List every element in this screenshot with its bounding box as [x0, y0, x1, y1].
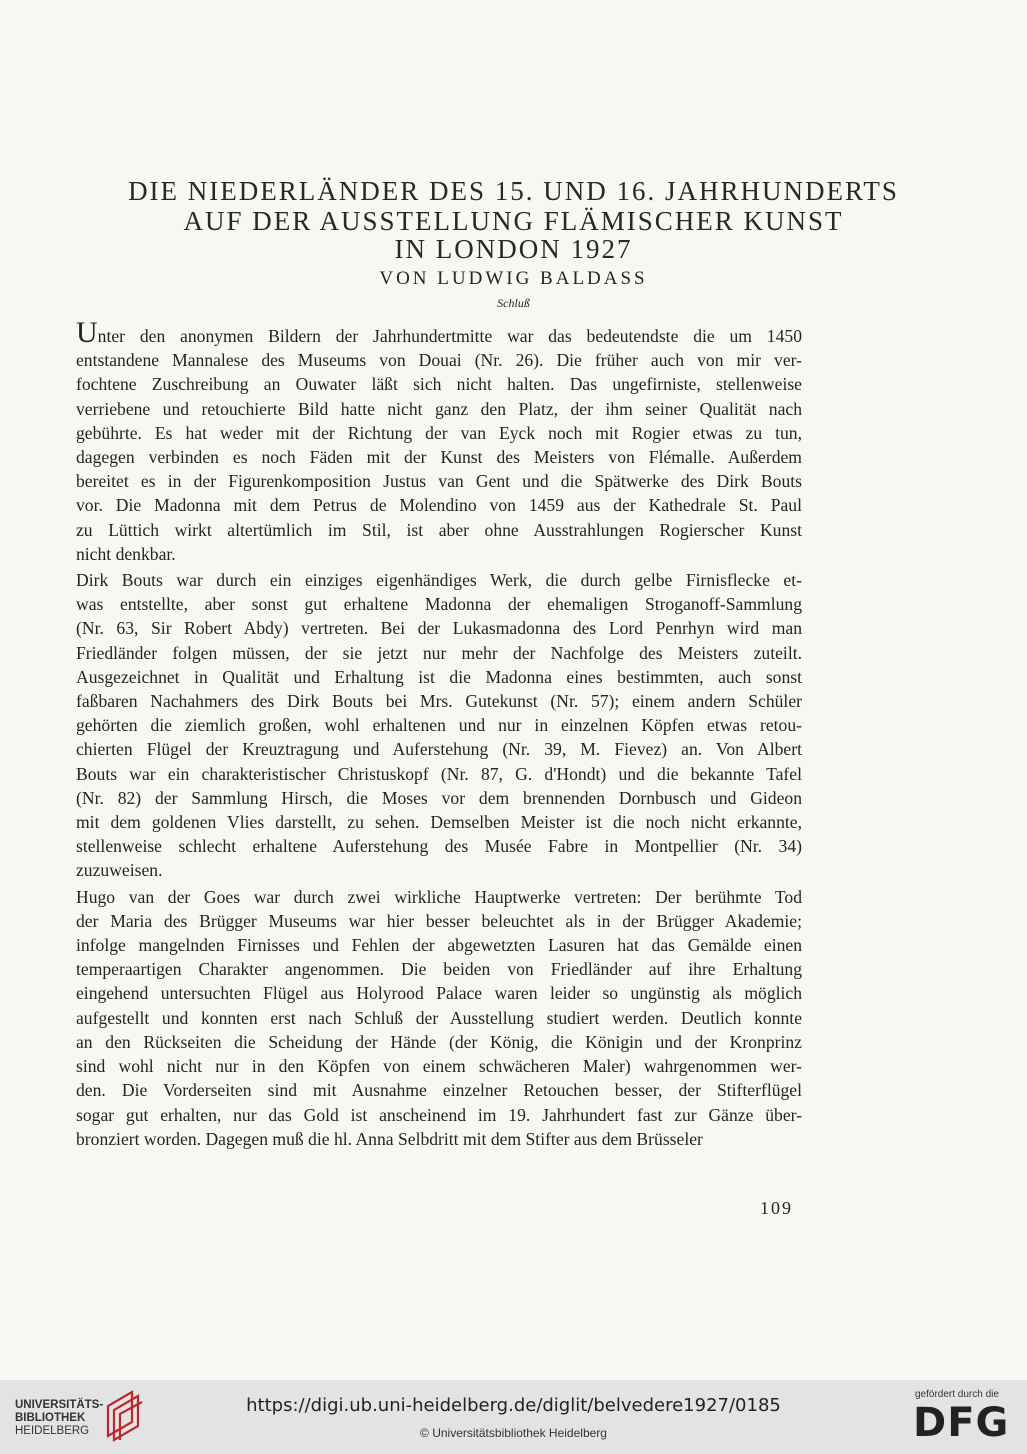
text-line-content: was entstellte, aber sonst gut erhaltene Madonna der ehemaligen Stroganoff-Sammlung: [76, 594, 802, 615]
text-line: [76, 1006, 802, 1030]
text-line: [76, 858, 802, 882]
text-line-content: stellenweise schlecht erhaltene Auferstehung des Musée Fabre in Montpellier (Nr. 34): [76, 836, 802, 857]
dfg-logo: DFG: [913, 1400, 1010, 1446]
text-line-content: Hugo van der Goes war durch zwei wirkliche Hauptwerke vertreten: Der berühmte Tod: [76, 886, 802, 907]
text-line-content: infolge mangelnden Firnisses und Fehlen der abgewetzten Lasuren hat das Gemälde einen: [76, 935, 802, 956]
text-line-content: temperaartigen Charakter angenommen. Die beiden von Friedländer auf ihre Erhaltung: [76, 959, 802, 980]
paragraph: [76, 885, 802, 1151]
text-line-content: bereitet es in der Figurenkomposition Justus van Gent und die Spätwerke des Dirk Bouts: [76, 471, 802, 492]
text-line-content: Ausgezeichnet in Qualität und Erhaltung ist die Madonna eines bestimmten, auch sonst: [76, 666, 802, 687]
text-line: [76, 1054, 802, 1078]
text-line-content: Bouts war ein charakteristischer Christuskopf (Nr. 87, G. d'Hondt) und die bekannte Tafel: [76, 763, 802, 784]
text-line: [76, 909, 802, 933]
article-note: Schluß: [497, 296, 530, 310]
text-line-content: der Maria des Brügger Museums war hier besser beleuchtet als in der Brügger Akademie;: [76, 910, 802, 931]
text-line: [76, 786, 802, 810]
text-line: [76, 616, 802, 640]
article-title-line-3: IN LONDON 1927: [394, 234, 633, 264]
article-title-line-2: AUF DER AUSSTELLUNG FLÄMISCHER KUNST: [183, 206, 844, 236]
text-line-content: zuzuweisen.: [76, 860, 163, 881]
article-body: [76, 316, 802, 1153]
text-line: [76, 469, 802, 493]
text-line-content: fochtene Zuschreibung an Ouwater läßt sich nicht halten. Das ungefirniste, stellenweise: [76, 374, 802, 395]
text-line: [76, 981, 802, 1005]
text-line-content: nter den anonymen Bildern der Jahrhundertmitte war das bedeutendste die um 1450: [97, 326, 802, 346]
text-line-content: entstandene Mannalese des Museums von Douai (Nr. 26). Die früher auch von mir ver-: [76, 350, 802, 371]
text-line-content: verriebene und retouchierte Bild hatte nicht ganz den Platz, der ihm seiner Qualität nach: [76, 398, 802, 419]
text-line-content: sogar gut erhalten, nur das Gold ist anscheinend im 19. Jahrhundert fast zur Gänze über-: [76, 1104, 802, 1125]
text-line: [76, 885, 802, 909]
text-line: [76, 397, 802, 421]
page-number: 109: [760, 1198, 793, 1218]
text-line-content: aufgestellt und konnten erst nach Schluß der Ausstellung studiert werden. Deutlich konnte: [76, 1007, 802, 1028]
library-name-line: BIBLIOTHEK: [15, 1412, 86, 1424]
text-line: [76, 1030, 802, 1054]
text-line: [76, 592, 802, 616]
text-line: [76, 1127, 802, 1151]
text-line-content: Friedländer folgen müssen, der sie jetzt nur mehr der Nachfolge des Meisters zuteilt.: [76, 642, 802, 663]
text-line: [76, 810, 802, 834]
text-line-content: dagegen verbinden es noch Fäden mit der Kunst des Meisters von Flémalle. Außerdem: [76, 447, 802, 468]
text-line: [76, 372, 802, 396]
article-title-line-1: DIE NIEDERLÄNDER DES 15. UND 16. JAHRHUNDERTS: [128, 176, 899, 206]
text-line: [76, 737, 802, 761]
paragraph: [76, 568, 802, 883]
text-line-content: gehörten die ziemlich großen, wohl erhaltenen und nur in einzelnen Köpfen etwas retou-: [76, 715, 802, 736]
paragraph: [76, 316, 802, 566]
text-line-content: vor. Die Madonna mit dem Petrus de Molendino von 1459 aus der Kathedrale St. Paul: [76, 495, 802, 516]
document-url-link[interactable]: https://digi.ub.uni-heidelberg.de/diglit/belvedere1927/0185: [246, 1395, 781, 1416]
text-line: [76, 316, 802, 349]
viewer-footer: [0, 1380, 1027, 1454]
text-line: [76, 834, 802, 858]
text-line: [76, 1078, 802, 1102]
text-line-content: mit dem goldenen Vlies darstellt, zu sehen. Demselben Meister ist die noch nicht erkannte,: [76, 812, 802, 833]
text-line: [76, 957, 802, 981]
text-line: [76, 518, 802, 542]
text-line: [76, 568, 802, 592]
text-line: [76, 665, 802, 689]
text-line: [76, 421, 802, 445]
text-line: [76, 713, 802, 737]
text-line-content: an den Rückseiten die Scheidung der Hände (der König, die Königin und der Kronprinz: [76, 1031, 802, 1052]
text-line: [76, 641, 802, 665]
library-name-line: UNIVERSITÄTS-: [15, 1399, 104, 1411]
text-line-content: faßbaren Nachahmers des Dirk Bouts bei Mrs. Gutekunst (Nr. 57); einem andern Schüler: [76, 691, 802, 712]
text-line: [76, 493, 802, 517]
copyright-notice: © Universitätsbibliothek Heidelberg: [420, 1426, 607, 1440]
text-line: [76, 542, 802, 566]
library-name-line: HEIDELBERG: [15, 1425, 90, 1437]
text-line-content: bronziert worden. Dagegen muß die hl. Anna Selbdritt mit dem Stifter aus dem Brüsseler: [76, 1128, 703, 1149]
text-line: [76, 1103, 802, 1127]
text-line: [76, 933, 802, 957]
text-line-content: nicht denkbar.: [76, 543, 176, 564]
text-line: [76, 445, 802, 469]
text-line-content: (Nr. 63, Sir Robert Abdy) vertreten. Bei der Lukasmadonna des Lord Penrhyn wird man: [76, 618, 802, 639]
text-line: [76, 762, 802, 786]
article-author: VON LUDWIG BALDASS: [379, 268, 648, 289]
text-line-content: (Nr. 82) der Sammlung Hirsch, die Moses vor dem brennenden Dornbusch und Gideon: [76, 787, 802, 808]
text-line: [76, 689, 802, 713]
text-line-content: chierten Flügel der Kreuztragung und Auferstehung (Nr. 39, M. Fievez) an. Von Albert: [76, 739, 802, 760]
text-line-content: gebührte. Es hat weder mit der Richtung der van Eyck noch mit Rogier etwas zu tun,: [76, 422, 802, 443]
text-line-content: den. Die Vorderseiten sind mit Ausnahme einzelner Retouchen besser, der Stifterflügel: [76, 1080, 802, 1101]
text-line-content: Dirk Bouts war durch ein einziges eigenhändiges Werk, die durch gelbe Firnisflecke et-: [76, 570, 802, 591]
text-line: [76, 348, 802, 372]
funding-label: gefördert durch die: [915, 1389, 999, 1400]
text-line-content: sind wohl nicht nur in den Köpfen von einem schwächeren Maler) wahrgenommen wer-: [76, 1056, 802, 1077]
text-line-content: zu Lüttich wirkt altertümlich im Stil, ist aber ohne Ausstrahlungen Rogierscher Kunst: [76, 519, 802, 540]
drop-cap: U: [76, 316, 98, 349]
text-line-content: eingehend untersuchten Flügel aus Holyrood Palace waren leider so ungünstig als möglich: [76, 983, 802, 1004]
